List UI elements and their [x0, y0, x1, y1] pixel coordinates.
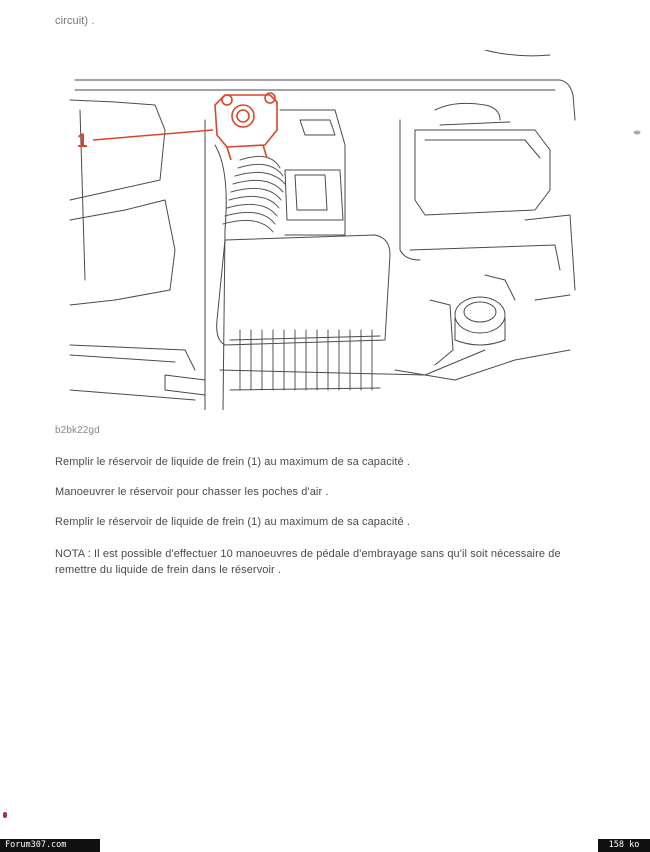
page-fragment-text: circuit) . — [55, 15, 95, 27]
callout-number-label: 1 — [77, 131, 88, 152]
instruction-step-3: Remplir le réservoir de liquide de frein (1) au maximum de sa capacité . — [55, 516, 411, 528]
figure-code: b2bk22gd — [55, 425, 100, 436]
instruction-step-1: Remplir le réservoir de liquide de frein (1) au maximum de sa capacité . — [55, 456, 411, 468]
file-size-badge: 158 ko — [598, 839, 650, 852]
note-paragraph: NOTA : Il est possible d'effectuer 10 manoeuvres de pédale d'embrayage sans qu'il soit nécessaire de remettre du liquide de frein dans le réservoir . — [55, 548, 561, 576]
instruction-step-2: Manoeuvrer le réservoir pour chasser les poches d'air . — [55, 486, 329, 498]
scan-speck-icon — [633, 130, 641, 135]
scan-dot — [3, 812, 7, 818]
engine-bay-diagram — [55, 50, 580, 410]
forum-badge: Forum307.com — [0, 839, 100, 852]
